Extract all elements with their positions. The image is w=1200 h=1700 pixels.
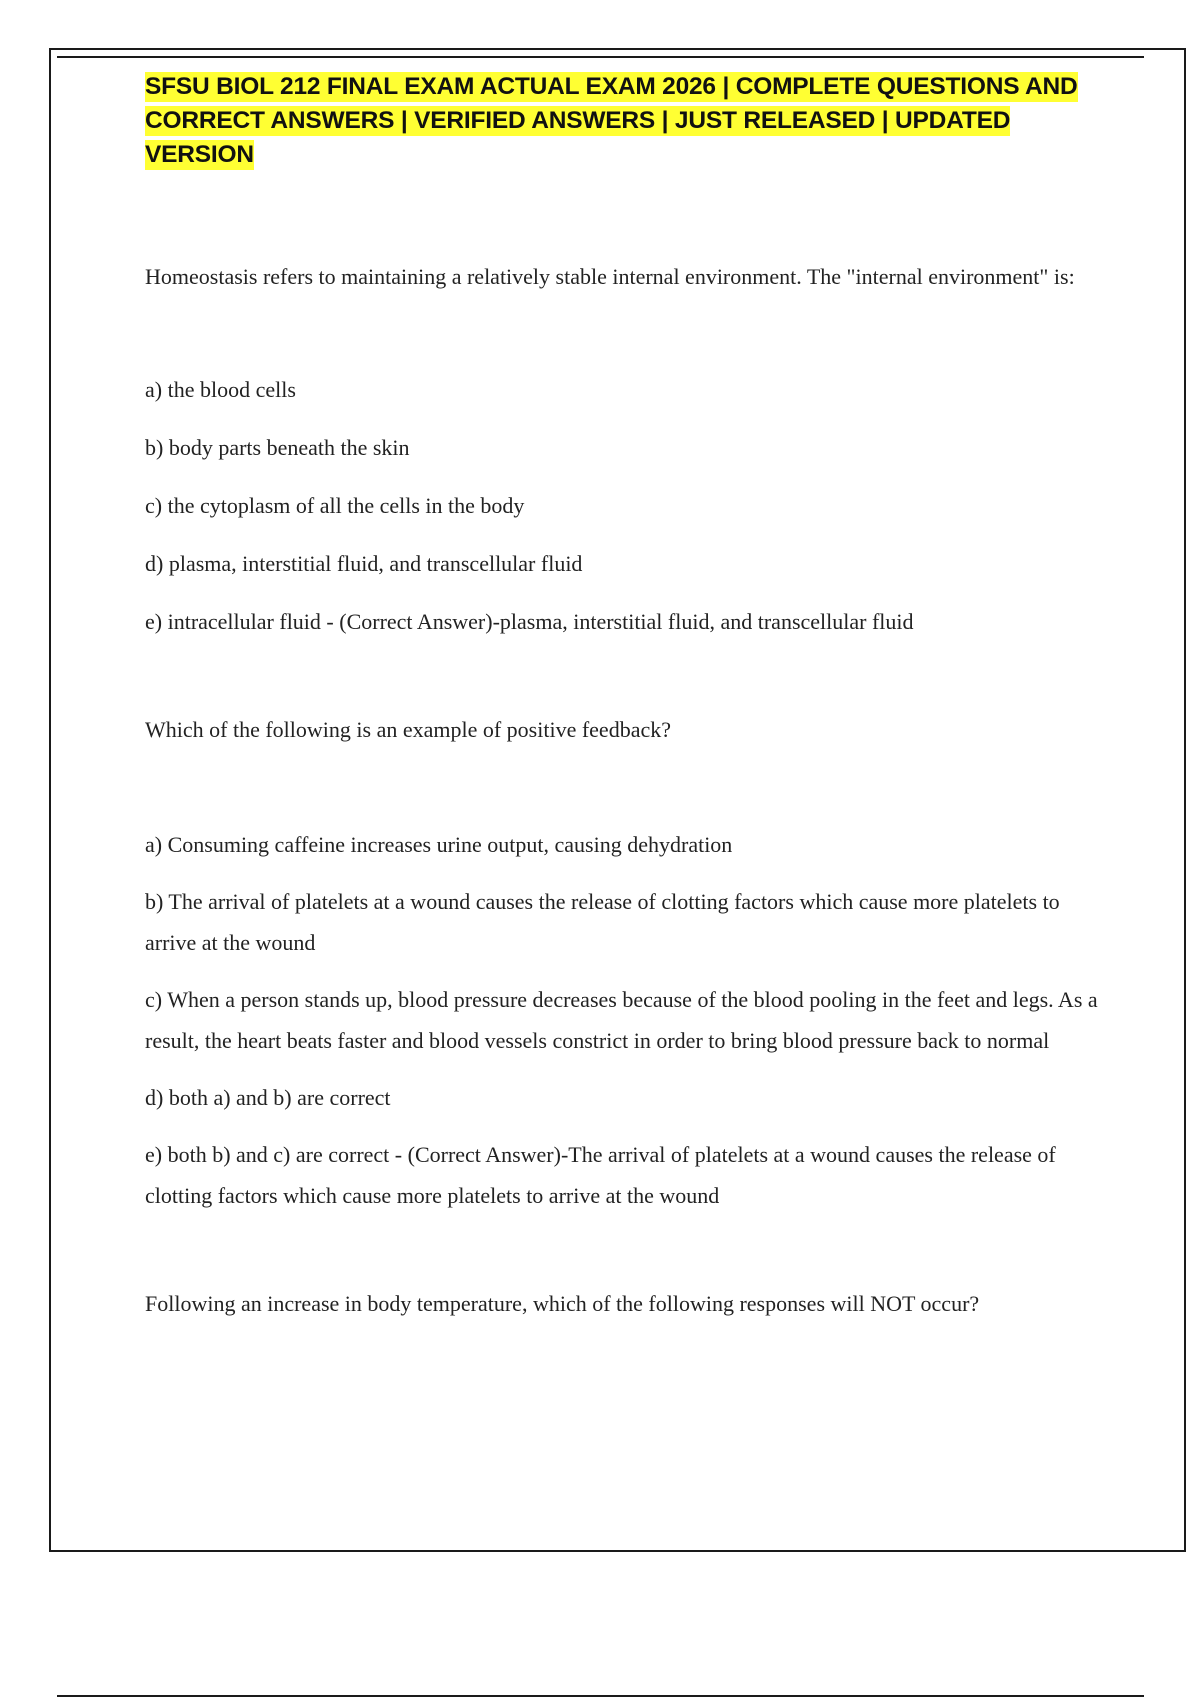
question-2-options (145, 824, 1105, 1216)
bottom-divider (57, 1695, 1144, 1697)
question-2-option-e: e) both b) and c) are correct - (Correct Answer)-The arrival of platelets at a wound causes the release of clotting factors which cause more platelets to arrive at the wound (145, 1142, 1056, 1208)
question-2-option-a: a) Consuming caffeine increases urine output, causing dehydration (145, 832, 733, 857)
question-1-option-b: b) body parts beneath the skin (145, 435, 410, 460)
question-2-option-b: b) The arrival of platelets at a wound causes the release of clotting factors which cause more platelets to arrive at the wound (145, 889, 1060, 955)
question-1-text: Homeostasis refers to maintaining a relatively stable internal environment. The "internal environment" is: (145, 264, 1075, 289)
question-2-option-d: d) both a) and b) are correct (145, 1085, 391, 1110)
document-title (145, 70, 1105, 172)
question-1-option-d: d) plasma, interstitial fluid, and transcellular fluid (145, 551, 583, 576)
question-1-options (145, 369, 1105, 642)
question-2-option-c: c) When a person stands up, blood pressure decreases because of the blood pooling in the feet and legs. As a result, the heart beats faster and blood vessels constrict in order to bring blood pressure back to normal (145, 987, 1098, 1053)
question-2-text: Which of the following is an example of positive feedback? (145, 717, 671, 742)
question-1-option-a: a) the blood cells (145, 377, 296, 402)
question-3-text: Following an increase in body temperature, which of the following responses will NOT occur? (145, 1291, 980, 1316)
title-highlight: SFSU BIOL 212 FINAL EXAM ACTUAL EXAM 2026 | COMPLETE QUESTIONS AND CORRECT ANSWERS | VERIFIED ANSWERS | JUST RELEASED | UPDATED VERSION (145, 73, 1078, 168)
question-1-option-e: e) intracellular fluid - (Correct Answer)-plasma, interstitial fluid, and transcellular fluid (145, 609, 914, 634)
top-divider (57, 56, 1144, 58)
document-body (145, 70, 1105, 1324)
question-1-option-c: c) the cytoplasm of all the cells in the body (145, 493, 525, 518)
